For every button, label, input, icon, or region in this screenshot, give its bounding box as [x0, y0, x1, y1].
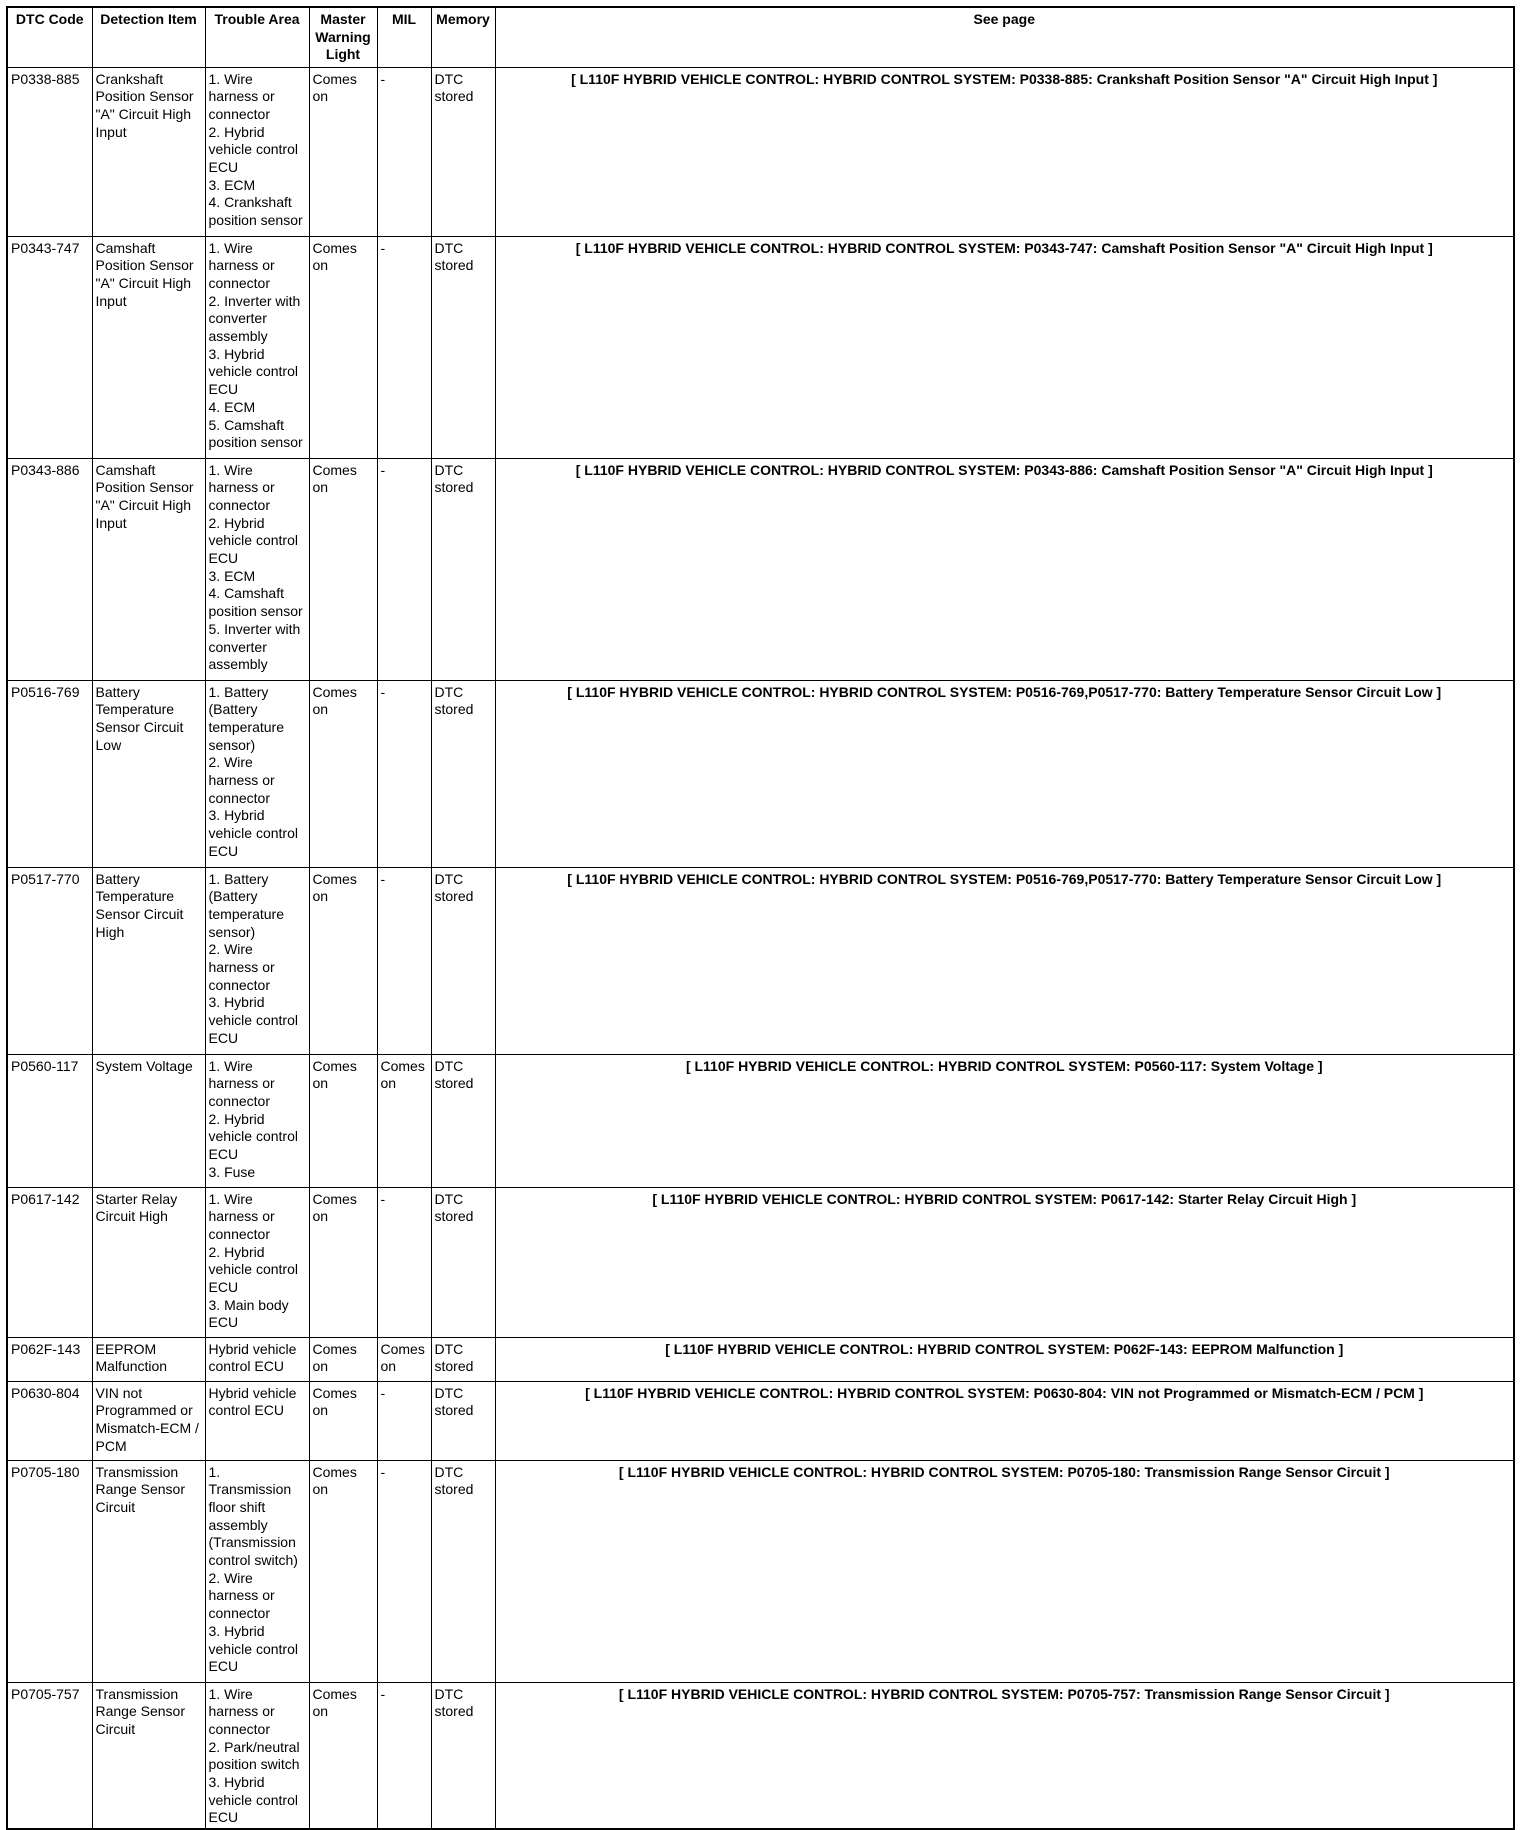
- table-row: [7, 236, 1514, 458]
- table-row: [7, 867, 1514, 1054]
- header-master-warning-light: Master Warning Light: [309, 7, 377, 67]
- detection-item-cell: EEPROM Malfunction: [92, 1337, 205, 1381]
- detection-item-cell: Transmission Range Sensor Circuit: [92, 1460, 205, 1682]
- see-page-link[interactable]: [ L110F HYBRID VEHICLE CONTROL: HYBRID CONTROL SYSTEM: P0705-180: Transmission Range Sensor Circuit ]: [495, 1460, 1514, 1682]
- trouble-area-cell: 1. Transmission floor shift assembly (Transmission control switch) 2. Wire harness or connector 3. Hybrid vehicle control ECU: [205, 1460, 309, 1682]
- table-row: [7, 1054, 1514, 1187]
- header-row: [7, 7, 1514, 67]
- dtc-code-cell: P0343-747: [7, 236, 92, 458]
- master-warning-cell: Comes on: [309, 1682, 377, 1829]
- memory-cell: DTC stored: [431, 1187, 495, 1337]
- dtc-code-cell: P0630-804: [7, 1381, 92, 1460]
- see-page-link[interactable]: [ L110F HYBRID VEHICLE CONTROL: HYBRID CONTROL SYSTEM: P0343-747: Camshaft Position Sensor "A" Circuit High Input ]: [495, 236, 1514, 458]
- dtc-code-cell: P0617-142: [7, 1187, 92, 1337]
- see-page-link[interactable]: [ L110F HYBRID VEHICLE CONTROL: HYBRID CONTROL SYSTEM: P0705-757: Transmission Range Sensor Circuit ]: [495, 1682, 1514, 1829]
- header-see-page: See page: [495, 7, 1514, 67]
- detection-item-cell: Battery Temperature Sensor Circuit Low: [92, 680, 205, 867]
- mil-cell: -: [377, 1187, 431, 1337]
- master-warning-cell: Comes on: [309, 458, 377, 680]
- dtc-code-cell: P0338-885: [7, 67, 92, 236]
- detection-item-cell: Battery Temperature Sensor Circuit High: [92, 867, 205, 1054]
- mil-cell: -: [377, 1460, 431, 1682]
- memory-cell: DTC stored: [431, 458, 495, 680]
- mil-cell: -: [377, 680, 431, 867]
- master-warning-cell: Comes on: [309, 1337, 377, 1381]
- see-page-link[interactable]: [ L110F HYBRID VEHICLE CONTROL: HYBRID CONTROL SYSTEM: P0560-117: System Voltage ]: [495, 1054, 1514, 1187]
- table-row: [7, 1187, 1514, 1337]
- dtc-code-cell: P0705-180: [7, 1460, 92, 1682]
- table-row: [7, 1381, 1514, 1460]
- memory-cell: DTC stored: [431, 867, 495, 1054]
- table-row: [7, 680, 1514, 867]
- table-row: [7, 1337, 1514, 1381]
- master-warning-cell: Comes on: [309, 1381, 377, 1460]
- memory-cell: DTC stored: [431, 1381, 495, 1460]
- table-row: [7, 458, 1514, 680]
- mil-cell: -: [377, 458, 431, 680]
- detection-item-cell: Camshaft Position Sensor "A" Circuit High Input: [92, 458, 205, 680]
- trouble-area-cell: Hybrid vehicle control ECU: [205, 1381, 309, 1460]
- master-warning-cell: Comes on: [309, 867, 377, 1054]
- memory-cell: DTC stored: [431, 1054, 495, 1187]
- detection-item-cell: Crankshaft Position Sensor "A" Circuit High Input: [92, 67, 205, 236]
- see-page-link[interactable]: [ L110F HYBRID VEHICLE CONTROL: HYBRID CONTROL SYSTEM: P0617-142: Starter Relay Circuit High ]: [495, 1187, 1514, 1337]
- trouble-area-cell: 1. Wire harness or connector 2. Park/neutral position switch 3. Hybrid vehicle control ECU: [205, 1682, 309, 1829]
- mil-cell: -: [377, 1682, 431, 1829]
- trouble-area-cell: Hybrid vehicle control ECU: [205, 1337, 309, 1381]
- trouble-area-cell: 1. Wire harness or connector 2. Inverter with converter assembly 3. Hybrid vehicle control ECU 4. ECM 5. Camshaft position sensor: [205, 236, 309, 458]
- dtc-code-cell: P0705-757: [7, 1682, 92, 1829]
- dtc-code-cell: P0517-770: [7, 867, 92, 1054]
- trouble-area-cell: 1. Wire harness or connector 2. Hybrid vehicle control ECU 3. Main body ECU: [205, 1187, 309, 1337]
- trouble-area-cell: 1. Wire harness or connector 2. Hybrid vehicle control ECU 3. ECM 4. Camshaft position sensor 5. Inverter with converter assembly: [205, 458, 309, 680]
- master-warning-cell: Comes on: [309, 236, 377, 458]
- trouble-area-cell: 1. Battery (Battery temperature sensor) 2. Wire harness or connector 3. Hybrid vehicle control ECU: [205, 680, 309, 867]
- dtc-code-cell: P0560-117: [7, 1054, 92, 1187]
- see-page-link[interactable]: [ L110F HYBRID VEHICLE CONTROL: HYBRID CONTROL SYSTEM: P062F-143: EEPROM Malfunction ]: [495, 1337, 1514, 1381]
- mil-cell: -: [377, 236, 431, 458]
- dtc-code-cell: P062F-143: [7, 1337, 92, 1381]
- mil-cell: -: [377, 67, 431, 236]
- mil-cell: Comes on: [377, 1337, 431, 1381]
- memory-cell: DTC stored: [431, 680, 495, 867]
- see-page-link[interactable]: [ L110F HYBRID VEHICLE CONTROL: HYBRID CONTROL SYSTEM: P0630-804: VIN not Programmed or Mismatch-ECM / PCM ]: [495, 1381, 1514, 1460]
- see-page-link[interactable]: [ L110F HYBRID VEHICLE CONTROL: HYBRID CONTROL SYSTEM: P0338-885: Crankshaft Position Sensor "A" Circuit High Input ]: [495, 67, 1514, 236]
- master-warning-cell: Comes on: [309, 1187, 377, 1337]
- memory-cell: DTC stored: [431, 236, 495, 458]
- memory-cell: DTC stored: [431, 1460, 495, 1682]
- detection-item-cell: System Voltage: [92, 1054, 205, 1187]
- table-row: [7, 1682, 1514, 1829]
- master-warning-cell: Comes on: [309, 1054, 377, 1187]
- detection-item-cell: Transmission Range Sensor Circuit: [92, 1682, 205, 1829]
- see-page-link[interactable]: [ L110F HYBRID VEHICLE CONTROL: HYBRID CONTROL SYSTEM: P0516-769,P0517-770: Battery Temperature Sensor Circuit Low ]: [495, 867, 1514, 1054]
- trouble-area-cell: 1. Wire harness or connector 2. Hybrid vehicle control ECU 3. Fuse: [205, 1054, 309, 1187]
- mil-cell: -: [377, 867, 431, 1054]
- dtc-code-cell: P0343-886: [7, 458, 92, 680]
- header-mil: MIL: [377, 7, 431, 67]
- mil-cell: Comes on: [377, 1054, 431, 1187]
- dtc-table: [6, 6, 1515, 1830]
- header-detection-item: Detection Item: [92, 7, 205, 67]
- memory-cell: DTC stored: [431, 67, 495, 236]
- see-page-link[interactable]: [ L110F HYBRID VEHICLE CONTROL: HYBRID CONTROL SYSTEM: P0516-769,P0517-770: Battery Temperature Sensor Circuit Low ]: [495, 680, 1514, 867]
- mil-cell: -: [377, 1381, 431, 1460]
- header-memory: Memory: [431, 7, 495, 67]
- memory-cell: DTC stored: [431, 1682, 495, 1829]
- header-dtc-code: DTC Code: [7, 7, 92, 67]
- detection-item-cell: Starter Relay Circuit High: [92, 1187, 205, 1337]
- detection-item-cell: Camshaft Position Sensor "A" Circuit High Input: [92, 236, 205, 458]
- header-trouble-area: Trouble Area: [205, 7, 309, 67]
- master-warning-cell: Comes on: [309, 67, 377, 236]
- table-row: [7, 67, 1514, 236]
- memory-cell: DTC stored: [431, 1337, 495, 1381]
- detection-item-cell: VIN not Programmed or Mismatch-ECM / PCM: [92, 1381, 205, 1460]
- dtc-code-cell: P0516-769: [7, 680, 92, 867]
- master-warning-cell: Comes on: [309, 680, 377, 867]
- see-page-link[interactable]: [ L110F HYBRID VEHICLE CONTROL: HYBRID CONTROL SYSTEM: P0343-886: Camshaft Position Sensor "A" Circuit High Input ]: [495, 458, 1514, 680]
- trouble-area-cell: 1. Battery (Battery temperature sensor) 2. Wire harness or connector 3. Hybrid vehicle control ECU: [205, 867, 309, 1054]
- trouble-area-cell: 1. Wire harness or connector 2. Hybrid vehicle control ECU 3. ECM 4. Crankshaft position sensor: [205, 67, 309, 236]
- table-row: [7, 1460, 1514, 1682]
- master-warning-cell: Comes on: [309, 1460, 377, 1682]
